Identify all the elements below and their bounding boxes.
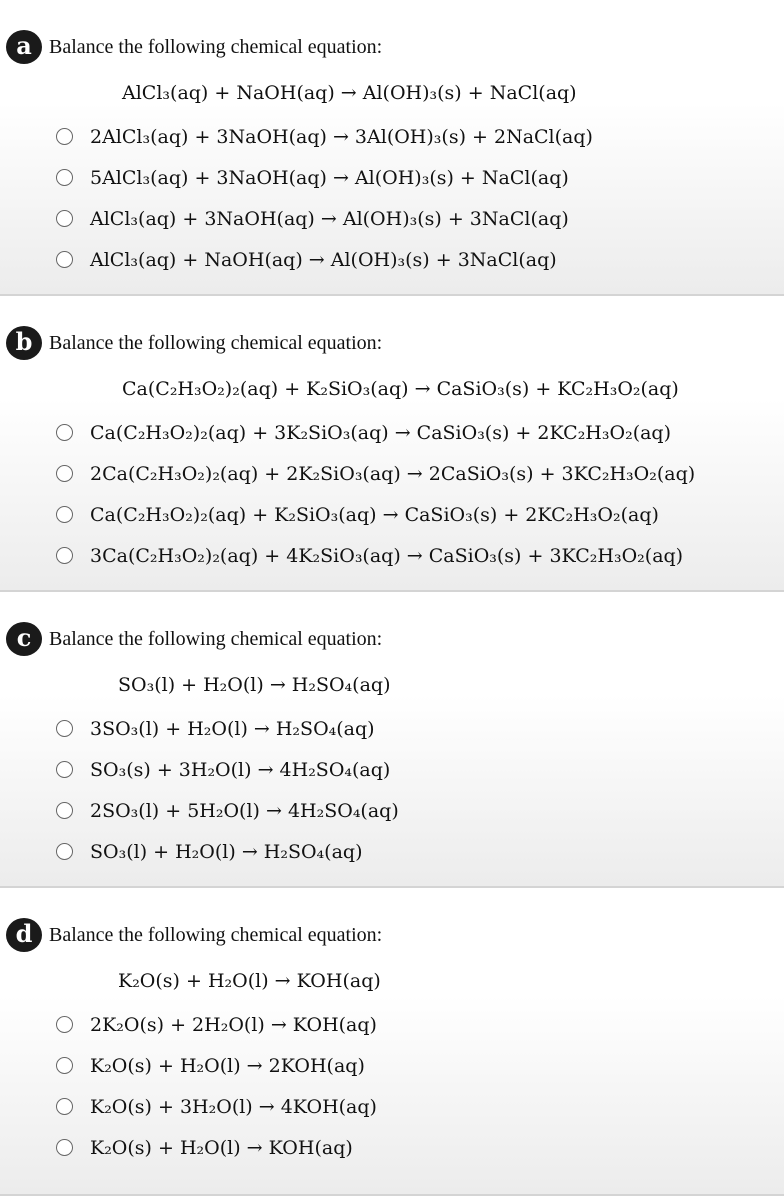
option-text: 2SO₃(l) + 5H₂O(l) → 4H₂SO₄(aq) [90, 799, 399, 822]
answer-option[interactable] [56, 831, 784, 872]
answer-options [0, 708, 784, 872]
question-header [6, 30, 784, 64]
radio-button[interactable] [56, 761, 73, 778]
radio-button[interactable] [56, 506, 73, 523]
unbalanced-equation: K₂O(s) + H₂O(l) → KOH(aq) [118, 970, 381, 992]
question-prompt: Balance the following chemical equation: [49, 331, 383, 354]
question-prompt: Balance the following chemical equation: [49, 923, 383, 946]
question-c [0, 592, 784, 888]
question-header [6, 326, 784, 360]
answer-option[interactable] [56, 412, 784, 453]
question-header [6, 622, 784, 656]
question-prompt: Balance the following chemical equation: [49, 627, 383, 650]
option-text: Ca(C₂H₃O₂)₂(aq) + 3K₂SiO₃(aq) → CaSiO₃(s) + 2KC₂H₃O₂(aq) [90, 421, 672, 444]
radio-button[interactable] [56, 128, 73, 145]
radio-button[interactable] [56, 169, 73, 186]
option-text: 3Ca(C₂H₃O₂)₂(aq) + 4K₂SiO₃(aq) → CaSiO₃(s) + 3KC₂H₃O₂(aq) [90, 544, 684, 567]
option-text: AlCl₃(aq) + 3NaOH(aq) → Al(OH)₃(s) + 3NaCl(aq) [90, 207, 569, 230]
unbalanced-equation: SO₃(l) + H₂O(l) → H₂SO₄(aq) [118, 674, 391, 696]
answer-option[interactable] [56, 494, 784, 535]
option-text: 2AlCl₃(aq) + 3NaOH(aq) → 3Al(OH)₃(s) + 2NaCl(aq) [90, 125, 593, 148]
radio-button[interactable] [56, 1057, 73, 1074]
question-a [0, 0, 784, 296]
radio-button[interactable] [56, 802, 73, 819]
option-text: 5AlCl₃(aq) + 3NaOH(aq) → Al(OH)₃(s) + NaCl(aq) [90, 166, 569, 189]
radio-button[interactable] [56, 1139, 73, 1156]
question-badge: c [6, 622, 42, 656]
question-badge: b [6, 326, 42, 360]
question-b [0, 296, 784, 592]
question-header [6, 918, 784, 952]
answer-option[interactable] [56, 1004, 784, 1045]
option-text: SO₃(s) + 3H₂O(l) → 4H₂SO₄(aq) [90, 758, 391, 781]
option-text: K₂O(s) + H₂O(l) → 2KOH(aq) [90, 1054, 365, 1077]
option-text: K₂O(s) + 3H₂O(l) → 4KOH(aq) [90, 1095, 377, 1118]
unbalanced-equation: AlCl₃(aq) + NaOH(aq) → Al(OH)₃(s) + NaCl(aq) [122, 82, 577, 104]
radio-button[interactable] [56, 251, 73, 268]
answer-option[interactable] [56, 157, 784, 198]
radio-button[interactable] [56, 1098, 73, 1115]
radio-button[interactable] [56, 547, 73, 564]
answer-option[interactable] [56, 1127, 784, 1168]
option-text: 2K₂O(s) + 2H₂O(l) → KOH(aq) [90, 1013, 377, 1036]
answer-option[interactable] [56, 535, 784, 576]
option-text: 2Ca(C₂H₃O₂)₂(aq) + 2K₂SiO₃(aq) → 2CaSiO₃(s) + 3KC₂H₃O₂(aq) [90, 462, 696, 485]
answer-option[interactable] [56, 116, 784, 157]
answer-option[interactable] [56, 1045, 784, 1086]
option-text: 3SO₃(l) + H₂O(l) → H₂SO₄(aq) [90, 717, 375, 740]
radio-button[interactable] [56, 424, 73, 441]
radio-button[interactable] [56, 1016, 73, 1033]
answer-option[interactable] [56, 453, 784, 494]
unbalanced-equation: Ca(C₂H₃O₂)₂(aq) + K₂SiO₃(aq) → CaSiO₃(s) + KC₂H₃O₂(aq) [122, 378, 679, 400]
answer-option[interactable] [56, 708, 784, 749]
answer-option[interactable] [56, 239, 784, 280]
answer-options [0, 116, 784, 280]
answer-option[interactable] [56, 1086, 784, 1127]
radio-button[interactable] [56, 843, 73, 860]
option-text: K₂O(s) + H₂O(l) → KOH(aq) [90, 1136, 353, 1159]
answer-option[interactable] [56, 749, 784, 790]
question-prompt: Balance the following chemical equation: [49, 35, 383, 58]
radio-button[interactable] [56, 210, 73, 227]
radio-button[interactable] [56, 720, 73, 737]
option-text: Ca(C₂H₃O₂)₂(aq) + K₂SiO₃(aq) → CaSiO₃(s) + 2KC₂H₃O₂(aq) [90, 503, 659, 526]
option-text: SO₃(l) + H₂O(l) → H₂SO₄(aq) [90, 840, 363, 863]
radio-button[interactable] [56, 465, 73, 482]
answer-options [0, 1004, 784, 1168]
answer-options [0, 412, 784, 576]
question-d [0, 888, 784, 1196]
question-badge: a [6, 30, 42, 64]
option-text: AlCl₃(aq) + NaOH(aq) → Al(OH)₃(s) + 3NaCl(aq) [90, 248, 557, 271]
question-badge: d [6, 918, 42, 952]
answer-option[interactable] [56, 198, 784, 239]
answer-option[interactable] [56, 790, 784, 831]
